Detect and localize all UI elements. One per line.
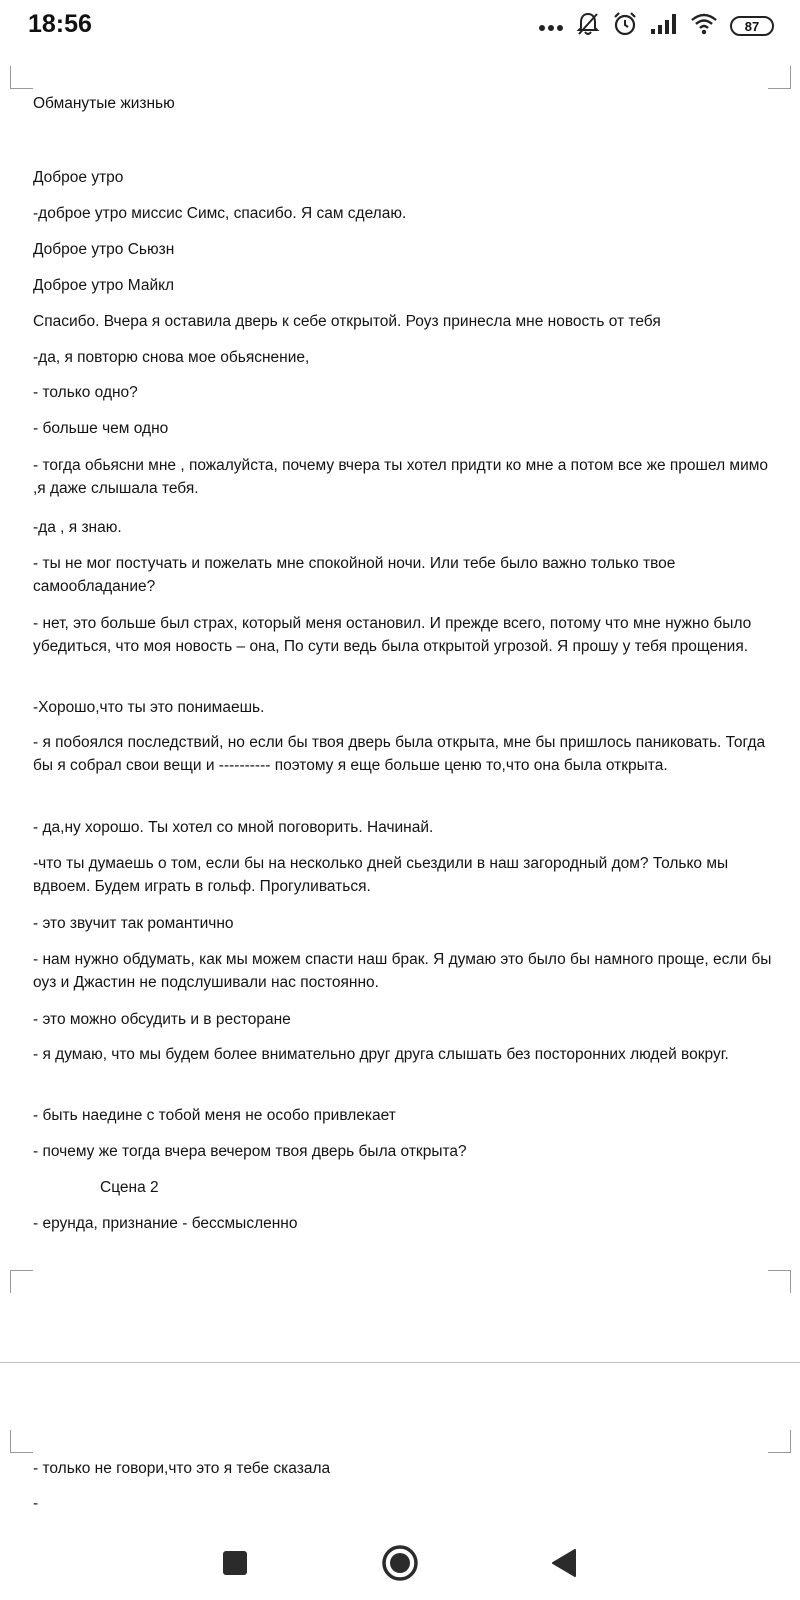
- paragraph: -да, я повторю снова мое обьяснение,: [33, 349, 310, 366]
- paragraph: Доброе утро: [33, 169, 124, 186]
- page-corner-bottom-right: [768, 1270, 791, 1293]
- paragraph: -что ты думаешь о том, если бы на несколько дней сьездили в наш загородный дом? Только мы вдвоем. Будем играть в гольф. Прогуливаться.: [33, 855, 729, 895]
- wifi-icon: [690, 13, 718, 39]
- paragraph: Доброе утро Сьюзн: [33, 241, 175, 258]
- paragraph: -: [33, 1495, 39, 1512]
- page-corner-top-left: [10, 1430, 33, 1453]
- paragraph: - я думаю, что мы будем более внимательно друг друга слышать без посторонних людей вокруг.: [33, 1046, 729, 1063]
- paragraph: - больше чем одно: [33, 420, 169, 437]
- paragraph: - да,ну хорошо. Ты хотел со мной поговорить. Начинай.: [33, 819, 434, 836]
- paragraph: - быть наедине с тобой меня не особо привлекает: [33, 1107, 396, 1124]
- paragraph: - это звучит так романтично: [33, 915, 234, 932]
- paragraph: - нет, это больше был страх, который меня остановил. И прежде всего, потому что мне нужно было убедиться, что моя новость – она, По сути ведь была открытой угрозой. Я прошу у тебя прощения.: [33, 615, 752, 655]
- page-corner-top-right: [768, 66, 791, 89]
- paragraph: - ты не мог постучать и пожелать мне спокойной ночи. Или тебе было важно только твое самообладание?: [33, 555, 676, 595]
- paragraph: - нам нужно обдумать, как мы можем спасти наш брак. Я думаю это было бы намного проще, если бы оуз и Джастин не подслушивали нас постоянно.: [33, 951, 772, 991]
- paragraph: - это можно обсудить и в ресторане: [33, 1011, 291, 1028]
- paragraph: -да , я знаю.: [33, 519, 122, 536]
- page-corner-bottom-left: [10, 1270, 33, 1293]
- paragraph: Доброе утро Майкл: [33, 277, 175, 294]
- home-circle-icon: [381, 1544, 419, 1586]
- page-corner-top-left: [10, 66, 33, 89]
- mute-bell-icon: [576, 11, 600, 41]
- paragraph: Спасибо. Вчера я оставила дверь к себе открытой. Роуз принесла мне новость от тебя: [33, 313, 661, 330]
- paragraph: - тогда обьясни мне , пожалуйста, почему вчера ты хотел придти ко мне а потом все же прошел мимо ,я даже слышала тебя.: [33, 457, 769, 497]
- recents-square-icon: [222, 1550, 248, 1580]
- scene-heading: Сцена 2: [100, 1179, 159, 1196]
- page-separator: [0, 1362, 800, 1363]
- paragraph: - только не говори,что это я тебе сказала: [33, 1460, 331, 1477]
- status-bar: [0, 0, 800, 52]
- signal-icon: [650, 13, 678, 39]
- paragraph: -Хорошо,что ты это понимаешь.: [33, 699, 265, 716]
- home-button[interactable]: [372, 1530, 428, 1600]
- document-title: Обманутые жизнью: [33, 95, 175, 112]
- paragraph: - ерунда, признание - бессмысленно: [33, 1215, 298, 1232]
- status-time: 18:56: [28, 10, 92, 38]
- battery-icon: 87: [730, 16, 774, 36]
- alarm-icon: [612, 11, 638, 41]
- page-corner-top-right: [768, 1430, 791, 1453]
- paragraph: - только одно?: [33, 384, 138, 401]
- recents-button[interactable]: [210, 1530, 260, 1600]
- paragraph: - почему же тогда вчера вечером твоя дверь была открыта?: [33, 1143, 467, 1160]
- status-icons: [538, 12, 774, 40]
- paragraph: -доброе утро миссис Симс, спасибо. Я сам сделаю.: [33, 205, 407, 222]
- paragraph: - я побоялся последствий, но если бы твоя дверь была открыта, мне бы пришлось паниковать. Тогда бы я собрал свои вещи и ---------- поэтому я еще больше ценю то,что она была открыта.: [33, 734, 766, 774]
- dots-icon: [538, 17, 564, 36]
- back-button[interactable]: [538, 1530, 588, 1600]
- back-triangle-icon: [549, 1548, 577, 1582]
- navigation-bar: [0, 1530, 800, 1600]
